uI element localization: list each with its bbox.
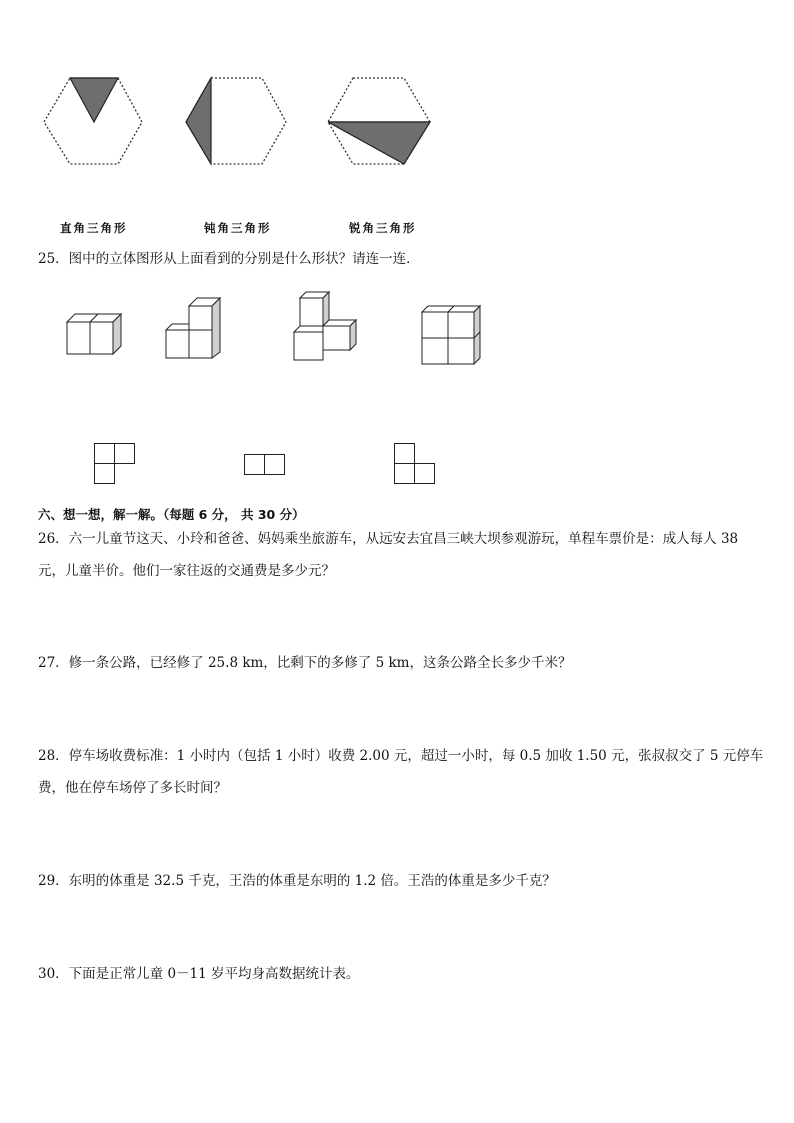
cube-figure-3 bbox=[290, 290, 370, 362]
question-26-line-2: 元，儿童半价。他们一家往返的交通费是多少元？ bbox=[38, 563, 335, 579]
question-28-line-1: 28．停车场收费标准：1 小时内（包括 1 小时）收费 2.00 元，超过一小时，每 0.5 加收 1.50 元，张叔叔交了 5 元停车 bbox=[38, 748, 764, 764]
caption-acute-triangle: 锐角三角形 bbox=[349, 221, 417, 235]
top-view-shape-3 bbox=[394, 443, 438, 485]
hexagon-obtuse-triangle-figure bbox=[184, 76, 294, 168]
cube-figure-2 bbox=[162, 296, 242, 360]
top-view-shape-2 bbox=[244, 454, 288, 476]
question-28-line-2: 费，他在停车场停了多长时间？ bbox=[38, 780, 227, 796]
question-30: 30．下面是正常儿童 0－11 岁平均身高数据统计表。 bbox=[38, 966, 360, 982]
hexagon-right-triangle-figure bbox=[40, 76, 150, 168]
question-27: 27．修一条公路，已经修了 25.8 km，比剩下的多修了 5 km，这条公路全长多少千米？ bbox=[38, 655, 572, 671]
question-26-line-1: 26．六一儿童节这天、小玲和爸爸、妈妈乘坐旅游车，从远安去宜昌三峡大坝参观游玩，单程车票价是：成人每人 38 bbox=[38, 531, 739, 547]
cube-figure-4 bbox=[418, 302, 488, 368]
question-25: 25．图中的立体图形从上面看到的分别是什么形状？请连一连． bbox=[38, 251, 420, 267]
top-view-shape-1 bbox=[94, 443, 138, 485]
section-6-title: 六、想一想，解一解。（每题 6 分， 共 30 分） bbox=[38, 507, 305, 522]
hexagon-acute-triangle-figure bbox=[326, 76, 436, 168]
caption-right-triangle: 直角三角形 bbox=[60, 221, 128, 235]
question-29: 29．东明的体重是 32.5 千克，王浩的体重是东明的 1.2 倍。王浩的体重是多少千克？ bbox=[38, 873, 556, 889]
caption-obtuse-triangle: 钝角三角形 bbox=[204, 221, 272, 235]
cube-figure-1 bbox=[60, 308, 140, 358]
